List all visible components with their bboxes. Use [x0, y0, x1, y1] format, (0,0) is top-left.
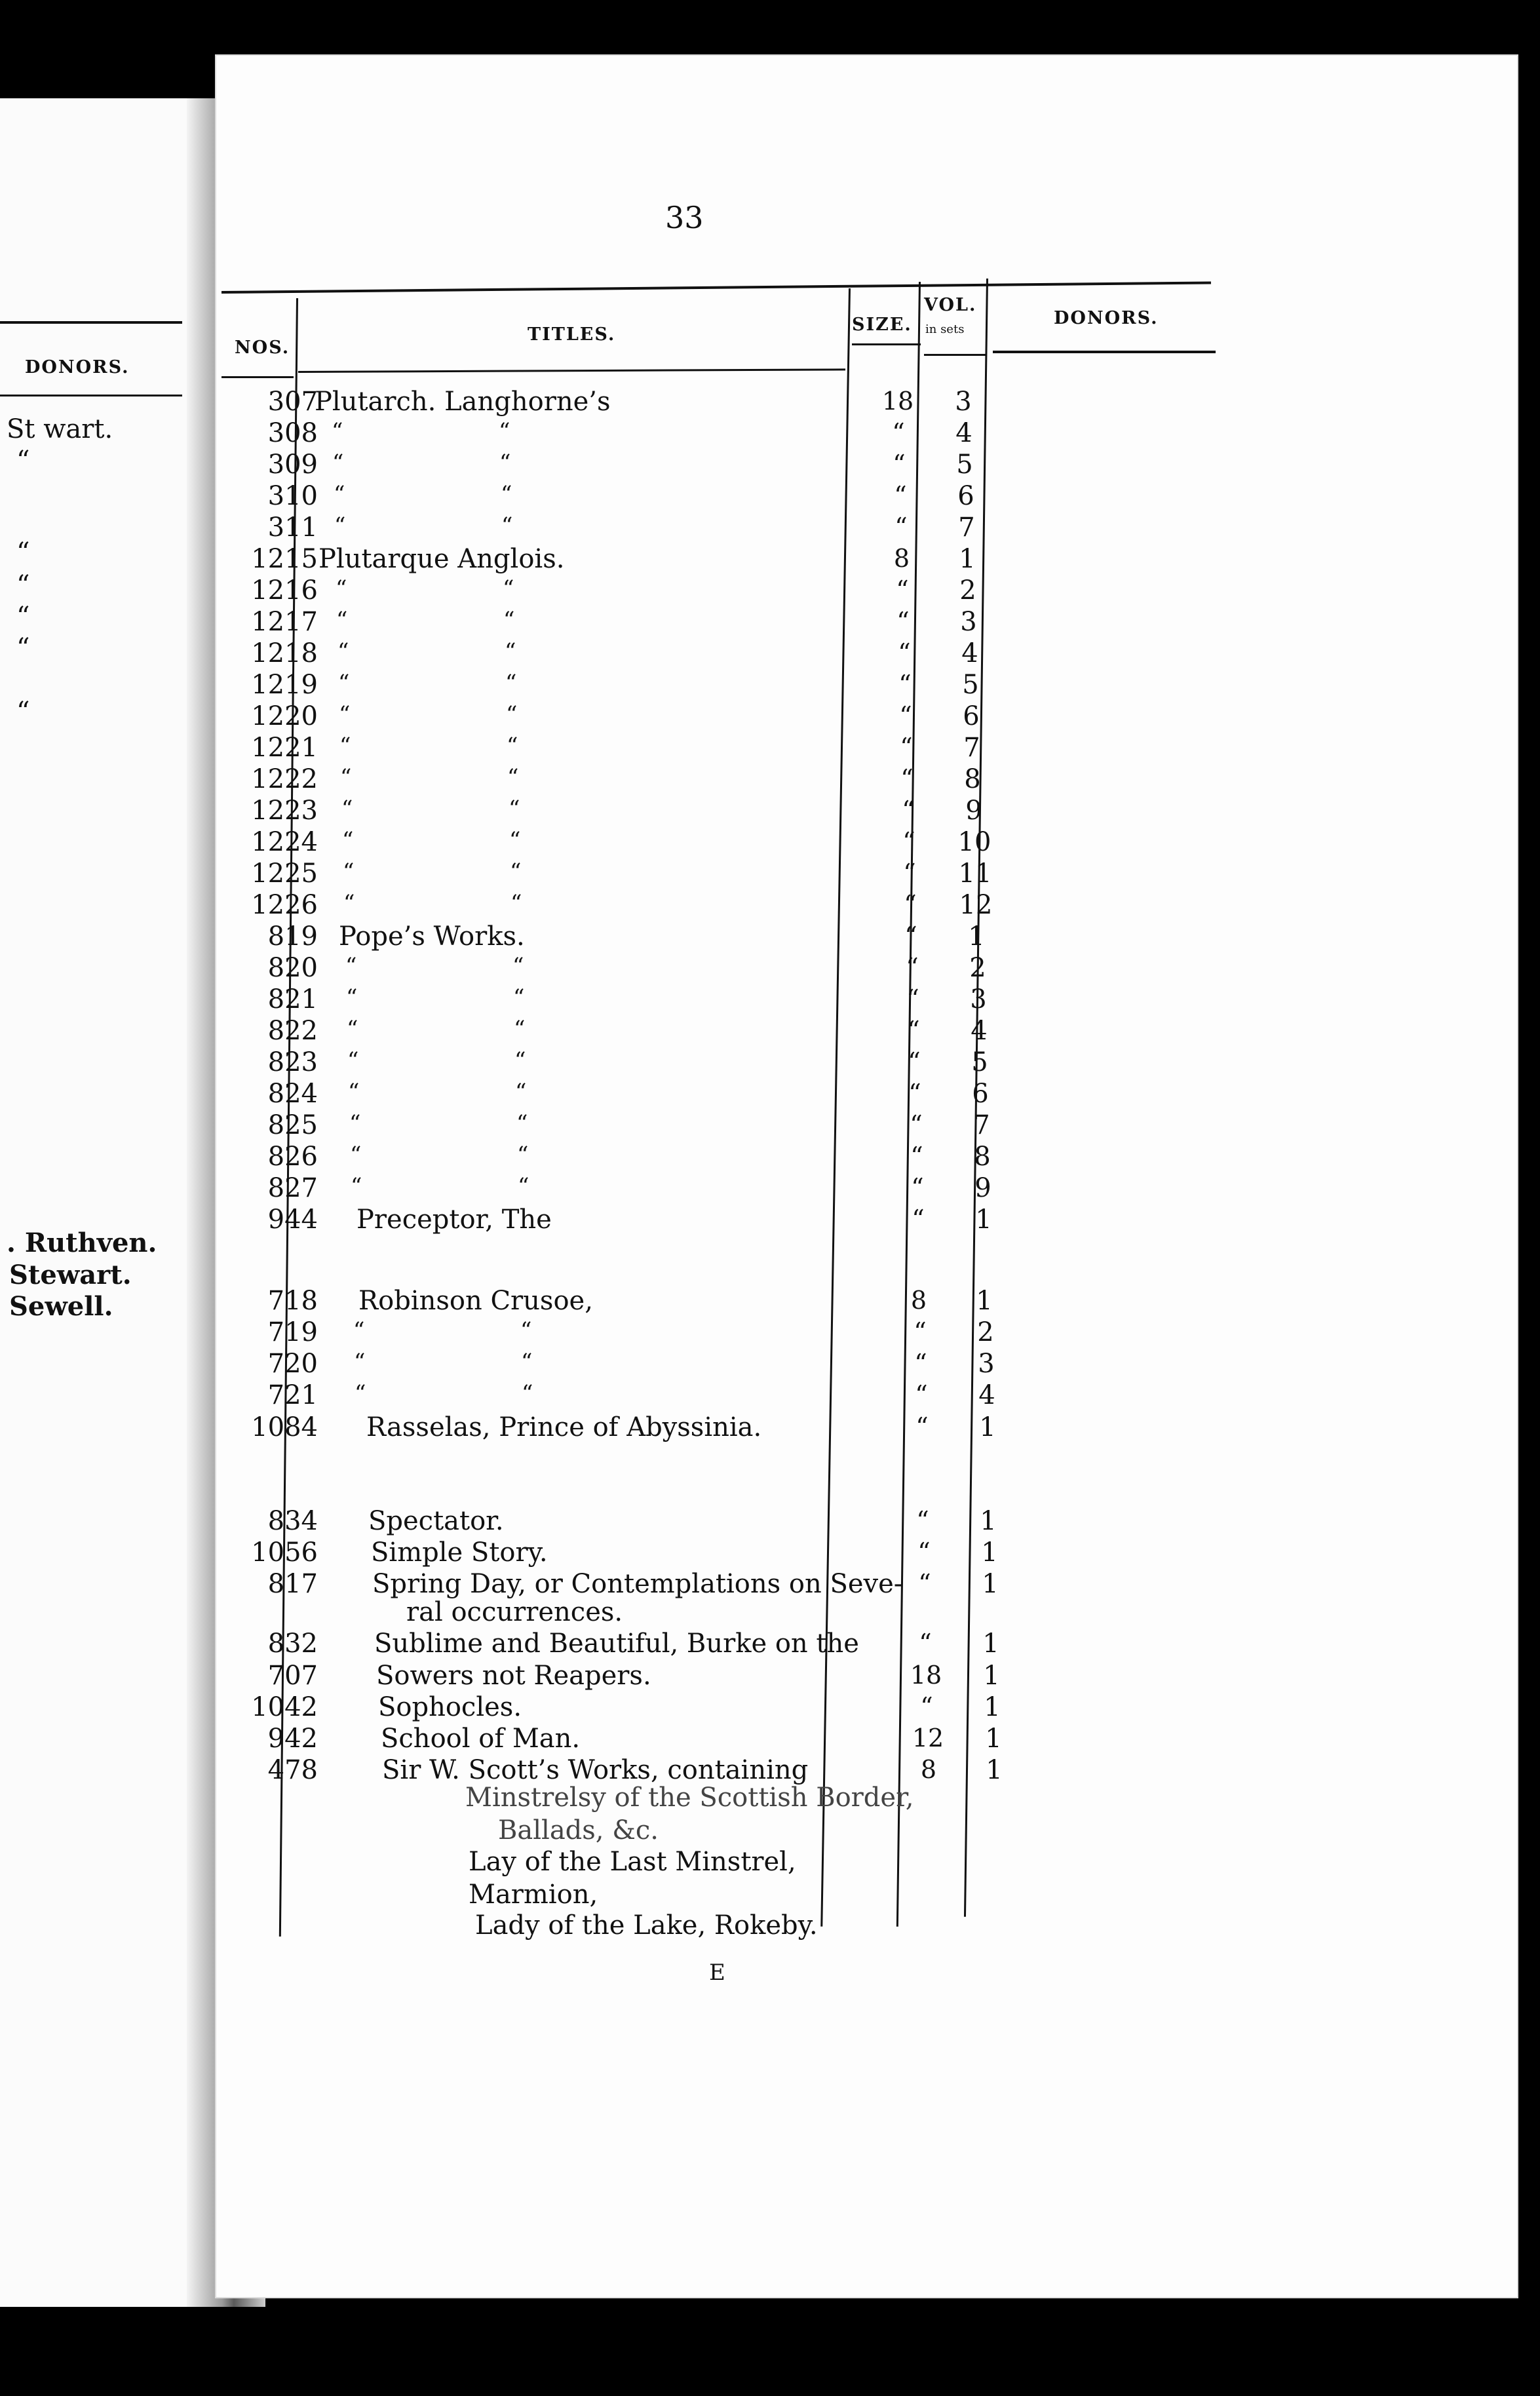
entry-number: 1226 [251, 890, 318, 920]
entry-volume: 6 [972, 1079, 989, 1109]
entry-size: “ [893, 450, 906, 478]
table-row [0, 544, 1540, 575]
entry-volume: 10 [957, 827, 991, 857]
table-row [0, 1205, 1540, 1236]
entry-volume: 4 [955, 418, 972, 448]
table-row [0, 1661, 1540, 1692]
ditto-mark: “ [336, 575, 347, 602]
entry-number: 1222 [251, 764, 318, 794]
ditto-mark: “ [507, 733, 518, 759]
left-donor-entry: “ [16, 602, 30, 632]
entry-size: “ [906, 953, 919, 982]
ditto-mark: “ [503, 575, 514, 602]
entry-number: 1224 [251, 827, 318, 857]
entry-number: 1217 [251, 607, 318, 637]
entry-number: 826 [267, 1142, 318, 1172]
entry-number: 1223 [251, 796, 318, 826]
table-row [0, 827, 1540, 859]
ditto-mark: “ [353, 1317, 365, 1343]
table-row [0, 796, 1540, 827]
entry-number: 720 [267, 1349, 318, 1379]
ditto-mark: “ [513, 984, 525, 1011]
ditto-mark: “ [336, 607, 348, 633]
entry-size: 8 [910, 1286, 927, 1315]
left-top-rule [0, 321, 182, 324]
ditto-mark: “ [334, 512, 346, 539]
entry-volume: 1 [975, 1205, 992, 1235]
entry-size: “ [908, 1047, 921, 1076]
entry-volume: 1 [985, 1724, 1002, 1754]
entry-number: 821 [267, 984, 318, 1014]
table-row [0, 1286, 1540, 1317]
entry-volume: 5 [971, 1047, 988, 1077]
header-vol: VOL. [924, 295, 977, 315]
entry-number: 719 [267, 1317, 318, 1347]
table-row [0, 701, 1540, 733]
left-donor-entry: “ [16, 446, 30, 476]
left-donor-entry: St wart. [7, 414, 113, 444]
entry-title: Robinson Crusoe, [358, 1286, 593, 1316]
ditto-mark: “ [510, 859, 522, 885]
table-row [0, 1047, 1540, 1079]
entry-number: 721 [267, 1380, 318, 1410]
ditto-mark: “ [340, 764, 352, 790]
header-titles: TITLES. [528, 324, 616, 345]
entry-number: 825 [267, 1110, 318, 1140]
entry-size: “ [900, 764, 914, 793]
ditto-mark: “ [518, 1173, 529, 1199]
ditto-mark: “ [343, 890, 355, 916]
continuation-scott-5: Lady of the Lake, Rokeby. [475, 1910, 818, 1941]
entry-volume: 1 [984, 1692, 1001, 1722]
entry-number: 942 [267, 1724, 318, 1754]
entry-size: “ [896, 607, 910, 636]
table-row [0, 1079, 1540, 1110]
entry-size: “ [902, 827, 915, 856]
entry-number: 817 [267, 1569, 318, 1599]
ditto-mark: “ [514, 1016, 526, 1042]
entry-volume: 7 [958, 512, 975, 543]
entry-volume: 1 [959, 544, 976, 574]
entry-volume: 7 [973, 1110, 990, 1140]
ditto-mark: “ [332, 418, 343, 444]
entry-size: “ [911, 1173, 924, 1202]
ditto-mark: “ [506, 701, 518, 727]
entry-volume: 3 [970, 984, 987, 1014]
entry-size: “ [910, 1110, 923, 1139]
table-row [0, 1110, 1540, 1142]
entry-size: “ [899, 701, 912, 730]
entry-volume: 4 [961, 638, 978, 668]
entry-volume: 9 [965, 796, 982, 826]
ditto-mark: “ [355, 1380, 366, 1406]
entry-size: “ [915, 1412, 929, 1441]
ditto-mark: “ [516, 1110, 528, 1136]
entry-volume: 1 [981, 1537, 998, 1568]
entry-volume: 1 [968, 921, 985, 952]
entry-number: 1084 [251, 1412, 318, 1442]
table-row [0, 418, 1540, 450]
entry-number: 1219 [251, 670, 318, 700]
entry-volume: 6 [957, 481, 974, 511]
table-row [0, 733, 1540, 764]
left-donor-entry: “ [16, 633, 30, 663]
entry-volume: 2 [969, 953, 986, 983]
entry-volume: 1 [983, 1661, 1000, 1691]
entry-size: “ [920, 1692, 933, 1721]
ditto-mark: “ [334, 481, 345, 507]
table-row [0, 638, 1540, 670]
entry-size: “ [895, 512, 908, 541]
ditto-mark: “ [509, 827, 521, 853]
entry-volume: 5 [962, 670, 979, 700]
entry-number: 822 [267, 1016, 318, 1046]
ditto-mark: “ [337, 638, 349, 665]
entry-number: 718 [267, 1286, 318, 1316]
ditto-mark: “ [350, 1142, 362, 1168]
ditto-mark: “ [521, 1349, 533, 1375]
continuation-scott-1: Minstrelsy of the Scottish Border, [465, 1783, 914, 1813]
entry-volume: 12 [959, 890, 993, 920]
left-donor-entry: “ [16, 697, 30, 727]
continuation-scott-2: Ballads, &c. [498, 1815, 659, 1845]
ditto-mark: “ [343, 859, 355, 885]
table-row [0, 450, 1540, 481]
entry-size: “ [919, 1629, 932, 1657]
entry-size: “ [914, 1349, 927, 1378]
entry-title: Rasselas, Prince of Abyssinia. [366, 1412, 762, 1442]
table-row [0, 1349, 1540, 1380]
entry-size: “ [892, 418, 905, 447]
nos-header-rule [221, 376, 294, 378]
entry-volume: 3 [955, 387, 972, 417]
size-header-rule [852, 343, 921, 345]
donors-header-rule [993, 351, 1216, 353]
entry-number: 1221 [251, 733, 318, 763]
ditto-mark: “ [499, 450, 511, 476]
ditto-mark: “ [341, 796, 353, 822]
ditto-mark: “ [345, 953, 357, 979]
entry-number: 1218 [251, 638, 318, 668]
entry-size: “ [914, 1317, 927, 1346]
entry-number: 823 [267, 1047, 318, 1077]
entry-size: “ [902, 796, 915, 824]
header-size: SIZE. [852, 315, 912, 335]
entry-volume: 2 [959, 575, 976, 606]
ditto-mark: “ [510, 890, 522, 916]
entry-size: “ [906, 984, 919, 1013]
entry-title: Simple Story. [371, 1537, 548, 1568]
left-donors-header: DONORS. [25, 357, 130, 377]
entry-size: “ [910, 1142, 923, 1170]
left-donor-entry: Sewell. [9, 1291, 113, 1322]
entry-number: 308 [267, 418, 318, 448]
header-donors: DONORS. [1054, 308, 1159, 328]
entry-volume: 11 [958, 859, 992, 889]
ditto-mark: “ [351, 1173, 362, 1199]
entry-size: “ [900, 733, 913, 762]
table-row [0, 1380, 1540, 1412]
entry-title: Preceptor, The [356, 1205, 552, 1235]
entry-size: “ [915, 1380, 928, 1409]
entry-size: “ [912, 1205, 925, 1233]
entry-number: 309 [267, 450, 318, 480]
ditto-mark: “ [339, 733, 351, 759]
table-row [0, 387, 1540, 418]
entry-number: 1215 [251, 544, 318, 574]
entry-size: 12 [912, 1724, 944, 1752]
table-row [0, 481, 1540, 512]
entry-title: Sophocles. [378, 1692, 522, 1722]
entry-volume: 3 [960, 607, 977, 637]
table-row [0, 575, 1540, 607]
entry-size: “ [898, 670, 912, 699]
table-row [0, 984, 1540, 1016]
entry-title: School of Man. [381, 1724, 581, 1754]
continuation-scott-4: Marmion, [469, 1880, 598, 1910]
entry-number: 944 [267, 1205, 318, 1235]
entry-title: Spectator. [368, 1506, 504, 1536]
ditto-mark: “ [514, 1047, 526, 1073]
entry-number: 707 [267, 1661, 318, 1691]
table-row [0, 1173, 1540, 1205]
entry-volume: 1 [980, 1506, 997, 1536]
entry-number: 824 [267, 1079, 318, 1109]
entry-volume: 1 [979, 1412, 996, 1442]
entry-volume: 2 [977, 1317, 994, 1347]
table-row [0, 1317, 1540, 1349]
table-row [0, 1629, 1540, 1660]
entry-volume: 8 [964, 764, 981, 794]
entry-title: Pope’s Works. [339, 921, 525, 952]
ditto-mark: “ [354, 1349, 366, 1375]
entry-size: 18 [910, 1661, 942, 1690]
entry-number: 478 [267, 1755, 318, 1785]
table-row [0, 1506, 1540, 1537]
entry-number: 1220 [251, 701, 318, 731]
ditto-mark: “ [503, 607, 515, 633]
entry-number: 819 [267, 921, 318, 952]
vol-header-rule [924, 354, 986, 356]
table-row [0, 1412, 1540, 1444]
entry-volume: 9 [974, 1173, 991, 1203]
ditto-mark: “ [499, 418, 510, 444]
table-row [0, 1692, 1540, 1724]
entry-size: “ [917, 1537, 931, 1566]
entry-volume: 4 [978, 1380, 995, 1410]
entry-title: Spring Day, or Contemplations on Seve- [372, 1569, 903, 1599]
entry-volume: 1 [982, 1569, 999, 1599]
ditto-mark: “ [505, 670, 517, 696]
table-row [0, 607, 1540, 638]
entry-size: “ [908, 1079, 921, 1108]
entry-volume: 3 [978, 1349, 995, 1379]
left-donor-entry: . Ruthven. [7, 1227, 157, 1258]
entry-size: “ [904, 921, 917, 950]
ditto-mark: “ [332, 450, 344, 476]
table-row [0, 1016, 1540, 1047]
continuation-scott-3: Lay of the Last Minstrel, [469, 1847, 796, 1877]
ditto-mark: “ [501, 512, 513, 539]
entry-size: “ [907, 1016, 920, 1045]
entry-number: 307 [267, 387, 318, 417]
entry-volume: 5 [956, 450, 973, 480]
entry-number: 1216 [251, 575, 318, 606]
entry-title: Plutarque Anglois. [318, 544, 565, 574]
table-row [0, 1537, 1540, 1569]
left-donor-entry: Stewart. [9, 1260, 132, 1290]
entry-number: 1056 [251, 1537, 318, 1568]
ditto-mark: “ [522, 1380, 533, 1406]
left-donor-entry: “ [16, 570, 30, 600]
ditto-mark: “ [347, 1016, 358, 1042]
table-row [0, 1142, 1540, 1173]
entry-size: “ [898, 638, 911, 667]
table-row [0, 512, 1540, 544]
page-number: 33 [665, 200, 704, 235]
signature-mark: E [709, 1960, 725, 1986]
table-row [0, 859, 1540, 890]
table-row [0, 1755, 1540, 1787]
ditto-mark: “ [517, 1142, 529, 1168]
entry-size: “ [896, 575, 909, 604]
entry-number: 832 [267, 1629, 318, 1659]
entry-number: 834 [267, 1506, 318, 1536]
table-row [0, 921, 1540, 953]
table-row [0, 953, 1540, 984]
entry-title: Sir W. Scott’s Works, containing [382, 1755, 809, 1785]
ditto-mark: “ [338, 670, 350, 696]
header-vol-sub: in sets [925, 322, 965, 336]
entry-size: “ [904, 890, 917, 919]
ditto-mark: “ [348, 1079, 360, 1105]
entry-number: 311 [267, 512, 318, 543]
entry-size: 18 [881, 387, 914, 415]
entry-volume: 6 [963, 701, 980, 731]
entry-volume: 4 [971, 1016, 988, 1046]
table-row [0, 890, 1540, 921]
entry-number: 820 [267, 953, 318, 983]
entry-size: “ [903, 859, 916, 887]
header-nos: NOS. [235, 338, 290, 358]
ditto-mark: “ [339, 701, 351, 727]
entry-volume: 8 [974, 1142, 991, 1172]
entry-number: 827 [267, 1173, 318, 1203]
entry-title: Sublime and Beautiful, Burke on the [374, 1629, 859, 1659]
ditto-mark: “ [507, 764, 519, 790]
entry-size: “ [894, 481, 907, 510]
ditto-mark: “ [349, 1110, 361, 1136]
entry-size: 8 [920, 1755, 937, 1784]
ditto-mark: “ [342, 827, 354, 853]
ditto-mark: “ [512, 953, 524, 979]
entry-volume: 1 [976, 1286, 993, 1316]
entry-title: Plutarch. Langhorne’s [315, 387, 611, 417]
entry-volume: 7 [963, 733, 980, 763]
ditto-mark: “ [520, 1317, 532, 1343]
ditto-mark: “ [515, 1079, 527, 1105]
ditto-mark: “ [509, 796, 520, 822]
entry-size: “ [916, 1506, 929, 1535]
table-row [0, 1569, 1540, 1600]
entry-title: Sowers not Reapers. [376, 1661, 651, 1691]
entry-number: 310 [267, 481, 318, 511]
ditto-mark: “ [346, 984, 358, 1011]
continuation-spring-day: ral occurrences. [406, 1597, 623, 1627]
table-row [0, 670, 1540, 701]
entry-volume: 1 [986, 1755, 1003, 1785]
entry-number: 1225 [251, 859, 318, 889]
left-donor-entry: “ [16, 537, 30, 568]
table-row [0, 1724, 1540, 1755]
ditto-mark: “ [347, 1047, 359, 1073]
table-row [0, 764, 1540, 796]
entry-number: 1042 [251, 1692, 318, 1722]
entry-size: 8 [893, 544, 910, 573]
entry-volume: 1 [982, 1629, 999, 1659]
entry-size: “ [918, 1569, 931, 1598]
ditto-mark: “ [505, 638, 516, 665]
ditto-mark: “ [501, 481, 512, 507]
